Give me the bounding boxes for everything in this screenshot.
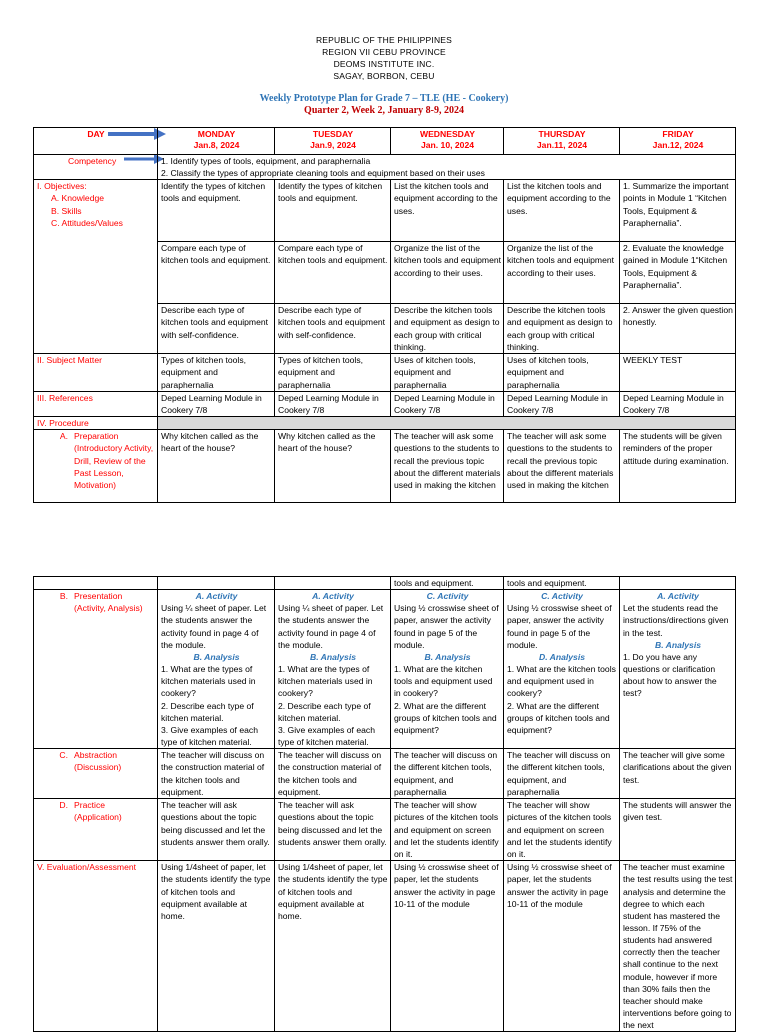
activity-heading: A. Activity — [312, 591, 354, 602]
knowledge-wednesday: List the kitchen tools and equipment according to the uses. — [391, 180, 504, 242]
evaluation-thursday: Using ½ crosswise sheet of paper, let the students answer the activity in page 10-11 of the module — [504, 861, 620, 1032]
practice-friday: The students will answer the given test. — [620, 799, 736, 861]
activity-text: Using ¼ sheet of paper. Let the students answer the activity found in page 4 of the module. — [161, 603, 267, 650]
procedure-shaded-band — [158, 417, 736, 430]
preparation-wednesday: The teacher will ask some questions to the students to recall the previous topic about the different materials used in making the kitchen — [391, 430, 504, 503]
abstraction-monday: The teacher will discuss on the construction material of the kitchen tools and equipment. — [158, 749, 275, 799]
procedure-row — [34, 417, 736, 430]
subject-thursday: Uses of kitchen tools, equipment and paraphernalia — [504, 354, 620, 391]
analysis-text: 1. What are the kitchen tools and equipment used in cookery? 2. What are the different groups of kitchen tools and equipment? — [394, 664, 497, 735]
objectives-label: I. Objectives: A. Knowledge B. Skills C. Attitudes/Values — [34, 180, 158, 354]
day-header-row — [34, 128, 736, 155]
activity-text: Let the students read the instructions/directions given in the test. — [623, 603, 729, 638]
weekly-plan-table-page-2 — [33, 576, 736, 1032]
objectives-knowledge-row — [34, 180, 736, 242]
references-row — [34, 391, 736, 416]
continuation-wednesday: tools and equipment. — [391, 577, 504, 590]
preparation-monday: Why kitchen called as the heart of the house? — [158, 430, 275, 503]
subject-matter-row — [34, 354, 736, 391]
analysis-text: 1. What are the types of kitchen materials used in cookery? 2. Describe each type of kitchen material. 3. Give examples of each type of kitchen material. — [278, 664, 375, 748]
abstraction-friday: The teacher will give some clarifications about the given test. — [620, 749, 736, 799]
abstraction-thursday: The teacher will discuss on the different kitchen tools, equipment, and paraphernalia — [504, 749, 620, 799]
header-line-3: DEOMS INSTITUTE INC. — [333, 59, 435, 69]
analysis-text: 1. What are the types of kitchen materials used in cookery? 2. Describe each type of kitchen material. 3. Give examples of each type of kitchen material. — [161, 664, 258, 748]
competency-label: Competency — [34, 155, 158, 180]
values-friday: 2. Answer the given question honestly. — [620, 304, 736, 354]
presentation-row — [34, 590, 736, 749]
analysis-text: 1. Do you have any questions or clarification about how to answer the test? — [623, 651, 717, 699]
practice-label: D. Practice (Application) — [34, 799, 158, 861]
continuation-tuesday — [275, 577, 391, 590]
preparation-friday: The students will be given reminders of the proper attitude during examination. — [620, 430, 736, 503]
continuation-monday — [158, 577, 275, 590]
skills-wednesday: Organize the list of the kitchen tools and equipment according to their uses. — [391, 242, 504, 304]
preparation-thursday: The teacher will ask some questions to the students to recall the previous topic about the different materials used in making the kitchen — [504, 430, 620, 503]
procedure-label: IV. Procedure — [34, 417, 158, 430]
analysis-heading: D. Analysis — [538, 651, 585, 662]
presentation-tuesday — [275, 590, 391, 749]
day-header-monday: MONDAY Jan.8, 2024 — [158, 128, 275, 155]
day-header-friday: FRIDAY Jan.12, 2024 — [620, 128, 736, 155]
practice-wednesday: The teacher will show pictures of the kitchen tools and equipment on screen and let the students identify on it. — [391, 799, 504, 861]
subject-monday: Types of kitchen tools, equipment and paraphernalia — [158, 354, 275, 391]
analysis-heading: B. Analysis — [193, 651, 240, 662]
header-line-4: SAGAY, BORBON, CEBU — [333, 71, 435, 81]
presentation-wednesday — [391, 590, 504, 749]
presentation-friday — [620, 590, 736, 749]
header-line-1: REPUBLIC OF THE PHILIPPINES — [315, 35, 453, 45]
plan-title-line-2: Quarter 2, Week 2, January 8-9, 2024 — [304, 105, 464, 116]
practice-monday: The teacher will ask questions about the topic being discussed and let the students answer them orally. — [158, 799, 275, 861]
activity-text: Using ¼ sheet of paper. Let the students answer the activity found in page 4 of the module. — [278, 603, 384, 650]
preparation-label: A. Preparation (Introductory Activity, Drill, Review of the Past Lesson, Motivation) — [34, 430, 158, 503]
subject-wednesday: Uses of kitchen tools, equipment and paraphernalia — [391, 354, 504, 391]
evaluation-monday: Using 1/4sheet of paper, let the students identify the type of kitchen tools and equipment available at home. — [158, 861, 275, 1032]
values-tuesday: Describe each type of kitchen tools and equipment with self-confidence. — [275, 304, 391, 354]
continuation-thursday: tools and equipment. — [504, 577, 620, 590]
practice-row — [34, 799, 736, 861]
knowledge-monday: Identify the types of kitchen tools and equipment. — [158, 180, 275, 242]
presentation-thursday — [504, 590, 620, 749]
plan-title-line-1: Weekly Prototype Plan for Grade 7 – TLE (HE - Cookery) — [259, 93, 509, 104]
analysis-heading: B. Analysis — [309, 651, 356, 662]
references-tuesday: Deped Learning Module in Cookery 7/8 — [275, 391, 391, 416]
skills-friday: 2. Evaluate the knowledge gained in Module 1“Kitchen Tools, Equipment & Paraphernalia”. — [620, 242, 736, 304]
analysis-heading: B. Analysis — [424, 651, 471, 662]
activity-heading: A. Activity — [657, 591, 699, 602]
preparation-tuesday: Why kitchen called as the heart of the house? — [275, 430, 391, 503]
references-thursday: Deped Learning Module in Cookery 7/8 — [504, 391, 620, 416]
evaluation-wednesday: Using ½ crosswise sheet of paper, let the students answer the activity in page 10-11 of the module — [391, 861, 504, 1032]
evaluation-friday: The teacher must examine the test results using the test analysis and determine the degree to which each student has mastered the lesson. If 75% of the students had answered correctly then the teacher shall continue to the next module, however if more than 30% fails then the teacher should make interventions before going to the next — [620, 861, 736, 1032]
skills-tuesday: Compare each type of kitchen tools and equipment. — [275, 242, 391, 304]
references-friday: Deped Learning Module in Cookery 7/8 — [620, 391, 736, 416]
references-label: III. References — [34, 391, 158, 416]
preparation-row — [34, 430, 736, 503]
competency-2: 2. Classify the types of appropriate cleaning tools and equipment based on their uses — [161, 168, 485, 179]
day-header-tuesday: TUESDAY Jan.9, 2024 — [275, 128, 391, 155]
evaluation-row — [34, 861, 736, 1032]
subject-friday: WEEKLY TEST — [620, 354, 736, 391]
abstraction-wednesday: The teacher will discuss on the different kitchen tools, equipment, and paraphernalia — [391, 749, 504, 799]
plan-title — [0, 93, 768, 117]
presentation-monday — [158, 590, 275, 749]
activity-heading: A. Activity — [195, 591, 238, 602]
skills-thursday: Organize the list of the kitchen tools and equipment according to their uses. — [504, 242, 620, 304]
presentation-label: B. Presentation (Activity, Analysis) — [34, 590, 158, 749]
references-monday: Deped Learning Module in Cookery 7/8 — [158, 391, 275, 416]
analysis-heading: B. Analysis — [654, 639, 701, 650]
analysis-text: 1. What are the kitchen tools and equipment used in cookery? 2. What are the different groups of kitchen tools and equipment? — [507, 664, 616, 735]
subject-matter-label: II. Subject Matter — [34, 354, 158, 391]
competency-row — [34, 155, 736, 180]
evaluation-tuesday: Using 1/4sheet of paper, let the students identify the type of kitchen tools and equipment available at home. — [275, 861, 391, 1032]
values-wednesday: Describe the kitchen tools and equipment as design to each group with critical thinking. — [391, 304, 504, 354]
school-header — [0, 34, 768, 82]
activity-heading: C. Activity — [426, 591, 469, 602]
abstraction-tuesday: The teacher will discuss on the construction material of the kitchen tools and equipment. — [275, 749, 391, 799]
abstraction-row — [34, 749, 736, 799]
continuation-friday — [620, 577, 736, 590]
evaluation-label: V. Evaluation/Assessment — [34, 861, 158, 1032]
day-header-thursday: THURSDAY Jan.11, 2024 — [504, 128, 620, 155]
practice-thursday: The teacher will show pictures of the kitchen tools and equipment on screen and let the students identify on it. — [504, 799, 620, 861]
continuation-row — [34, 577, 736, 590]
values-monday: Describe each type of kitchen tools and equipment with self-confidence. — [158, 304, 275, 354]
competency-1: 1. Identify types of tools, equipment, and paraphernalia — [161, 156, 371, 166]
abstraction-label: C. Abstraction (Discussion) — [34, 749, 158, 799]
knowledge-thursday: List the kitchen tools and equipment according to the uses. — [504, 180, 620, 242]
practice-tuesday: The teacher will ask questions about the topic being discussed and let the students answer them orally. — [275, 799, 391, 861]
subject-tuesday: Types of kitchen tools, equipment and paraphernalia — [275, 354, 391, 391]
values-thursday: Describe the kitchen tools and equipment as design to each group with critical thinking. — [504, 304, 620, 354]
skills-monday: Compare each type of kitchen tools and equipment. — [158, 242, 275, 304]
day-header-wednesday: WEDNESDAY Jan. 10, 2024 — [391, 128, 504, 155]
competency-cell — [158, 155, 736, 180]
knowledge-tuesday: Identify the types of kitchen tools and equipment. — [275, 180, 391, 242]
weekly-plan-table-page-1 — [33, 127, 736, 503]
references-wednesday: Deped Learning Module in Cookery 7/8 — [391, 391, 504, 416]
header-line-2: REGION VII CEBU PROVINCE — [322, 47, 446, 57]
activity-heading: C. Activity — [541, 591, 583, 602]
activity-text: Using ½ crosswise sheet of paper, answer the activity found in page 5 of the module. — [394, 603, 499, 650]
knowledge-friday: 1. Summarize the important points in Module 1 “Kitchen Tools, Equipment & Paraphernalia”. — [620, 180, 736, 242]
continuation-label — [34, 577, 158, 590]
activity-text: Using ½ crosswise sheet of paper, answer the activity found in page 5 of the module. — [507, 603, 612, 650]
day-label: DAY — [34, 128, 158, 155]
